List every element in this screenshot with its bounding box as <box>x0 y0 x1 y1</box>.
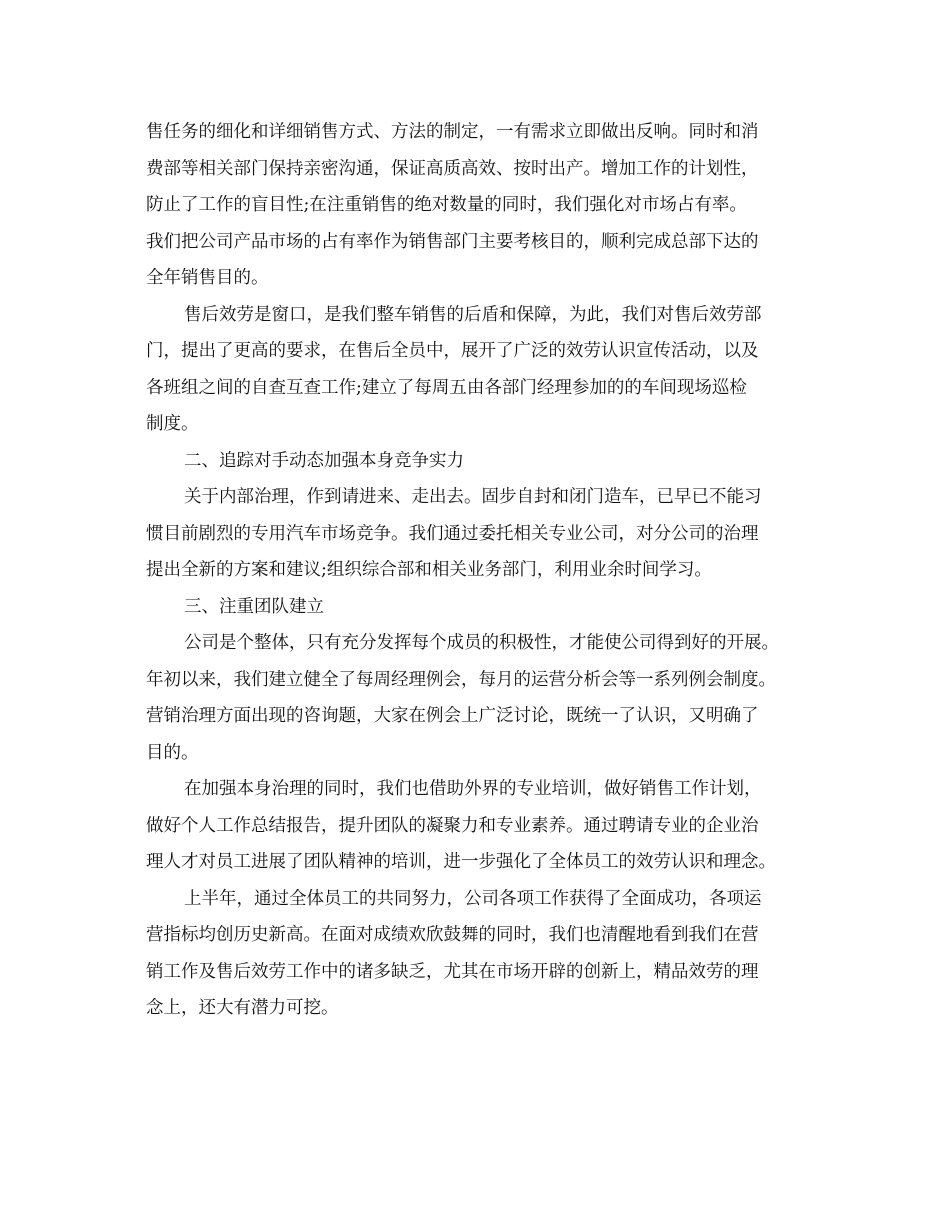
text-line: 惯目前剧烈的专用汽车市场竞争。我们通过委托相关专业公司，对分公司的治理 <box>146 523 759 544</box>
text-line: 年初以来，我们建立健全了每周经理例会，每月的运营分析会等一系列例会制度。 <box>146 669 776 690</box>
document-body <box>146 114 814 1027</box>
paragraph-first-line: 二、追踪对手动态加强本身竞争实力 <box>184 450 464 471</box>
text-line: 营销治理方面出现的咨询题，大家在例会上广泛讨论，既统一了认识，又明确了 <box>146 706 759 726</box>
text-line: 全年销售目的。 <box>146 268 269 288</box>
text-line: 各班组之间的自查互查工作;建立了每周五由各部门经理参加的的车间现场巡检 <box>146 377 747 398</box>
paragraph-first-line: 关于内部治理，作到请进来、走出去。固步自封和闭门造车，已早已不能习 <box>184 487 762 507</box>
text-line: 费部等相关部门保持亲密沟通，保证高质高效、按时出产。增加工作的计划性， <box>146 158 759 179</box>
text-line: 提出全新的方案和建议;组织综合部和相关业务部门，利用业余时间学习。 <box>146 560 712 580</box>
text-line: 制度。 <box>146 414 199 434</box>
text-line: 理人才对员工进展了团队精神的培训，进一步强化了全体员工的效劳认识和理念。 <box>146 852 776 872</box>
paragraph-first-line: 上半年，通过全体员工的共同努力，公司各项工作获得了全面成功，各项运 <box>184 888 762 909</box>
text-line: 目的。 <box>146 742 199 763</box>
text-line: 售任务的细化和详细销售方式、方法的制定，一有需求立即做出反响。同时和消 <box>146 122 759 142</box>
text-line: 念上，还大有潜力可挖。 <box>146 998 339 1018</box>
text-line: 防止了工作的盲目性;在注重销售的绝对数量的同时，我们强化对市场占有率。 <box>146 195 747 215</box>
paragraph-first-line: 售后效劳是窗口，是我们整车销售的后盾和保障，为此，我们对售后效劳部 <box>184 304 762 325</box>
text-line: 做好个人工作总结报告，提升团队的凝聚力和专业素养。通过聘请专业的企业治 <box>146 815 759 836</box>
text-line: 我们把公司产品市场的占有率作为销售部门主要考核目的，顺利完成总部下达的 <box>146 231 759 252</box>
text-line: 营指标均创历史新高。在面对成绩欢欣鼓舞的同时，我们也清醒地看到我们在营 <box>146 925 759 945</box>
paragraph-first-line: 三、注重团队建立 <box>184 596 324 617</box>
text-line: 销工作及售后效劳工作中的诸多缺乏，尤其在市场开辟的创新上，精品效劳的理 <box>146 961 759 982</box>
text-line: 门，提出了更高的要求，在售后全员中，展开了广泛的效劳认识宣传活动，以及 <box>146 341 759 361</box>
paragraph-first-line: 在加强本身治理的同时，我们也借助外界的专业培训，做好销售工作计划， <box>184 779 762 799</box>
paragraph-first-line: 公司是个整体，只有充分发挥每个成员的积极性，才能使公司得到好的开展。 <box>184 633 779 653</box>
